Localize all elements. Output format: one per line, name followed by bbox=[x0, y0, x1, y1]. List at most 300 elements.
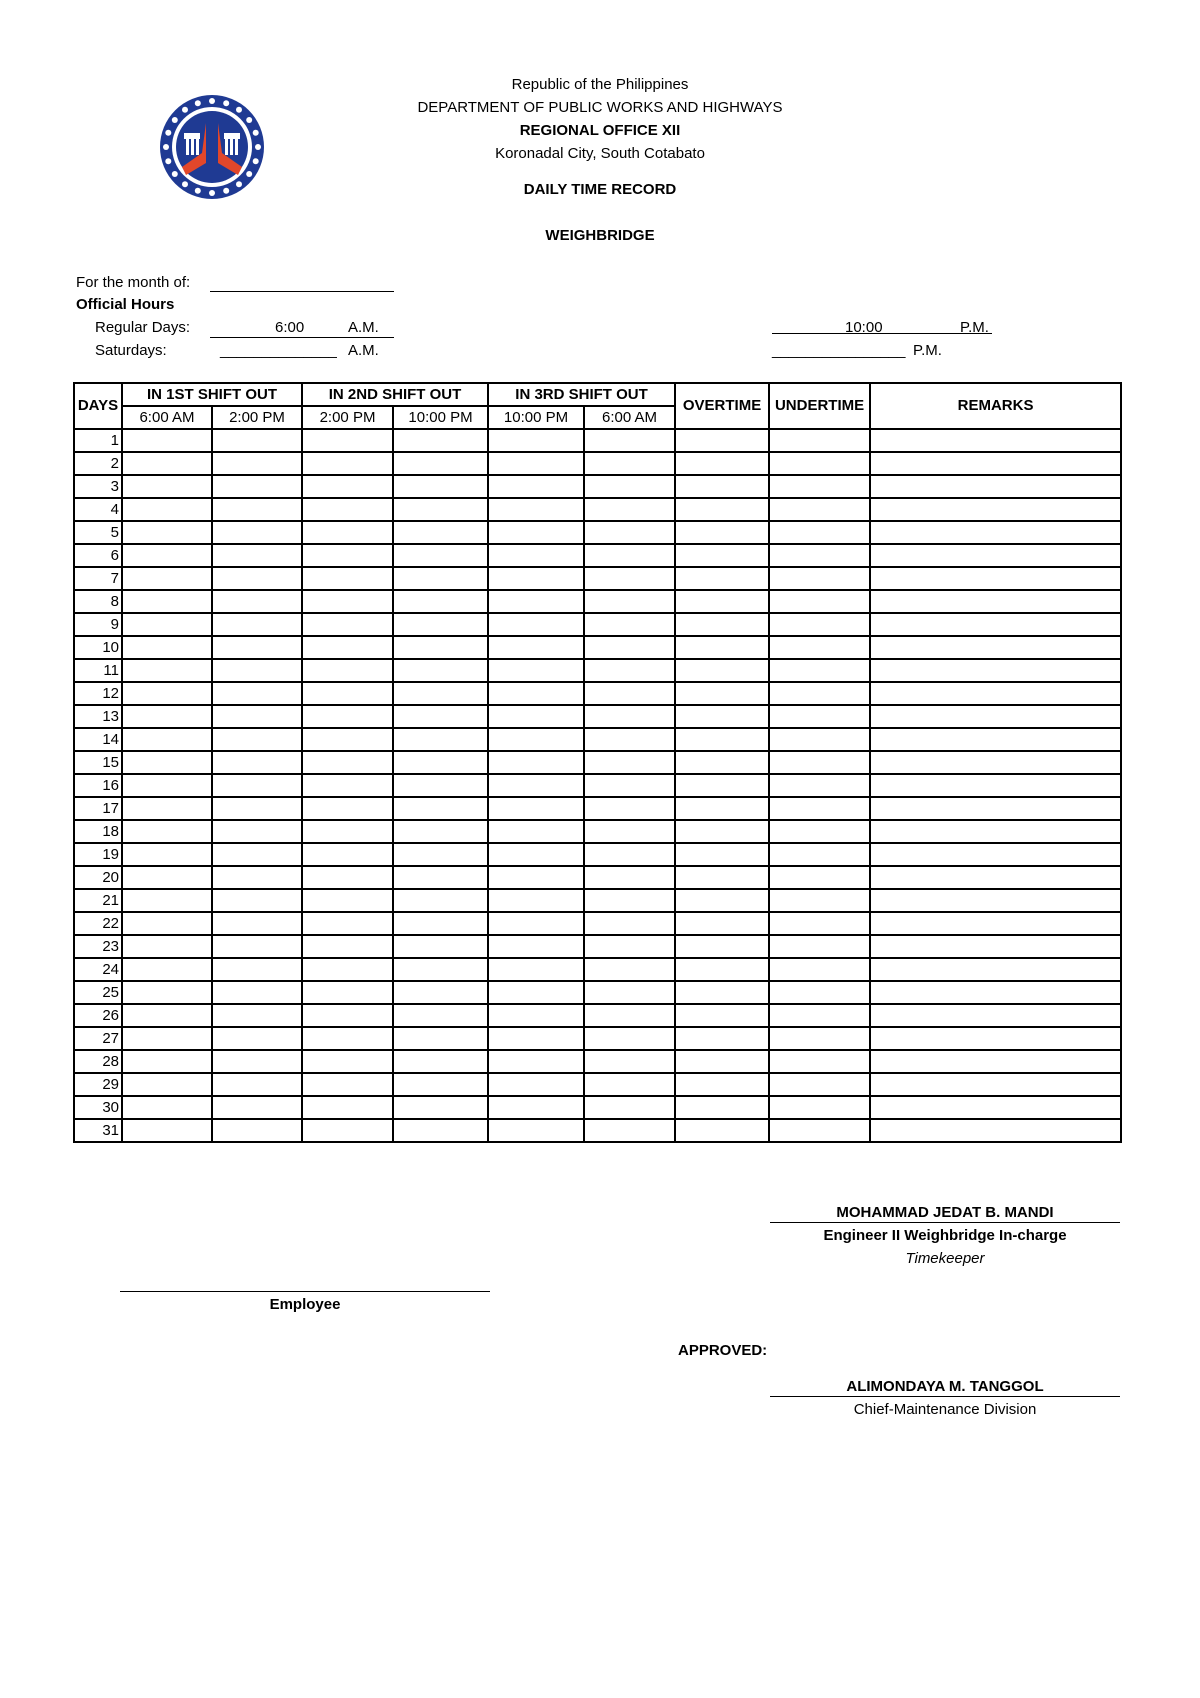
entry-cell[interactable] bbox=[870, 820, 1121, 843]
entry-cell[interactable] bbox=[870, 544, 1121, 567]
entry-cell[interactable] bbox=[675, 498, 769, 521]
entry-cell[interactable] bbox=[675, 452, 769, 475]
entry-cell[interactable] bbox=[769, 774, 870, 797]
entry-cell[interactable] bbox=[870, 1050, 1121, 1073]
entry-cell[interactable] bbox=[212, 889, 302, 912]
entry-cell[interactable] bbox=[870, 797, 1121, 820]
official-hours-label: Official Hours bbox=[76, 296, 175, 313]
entry-cell[interactable] bbox=[488, 820, 584, 843]
entry-cell[interactable] bbox=[488, 1096, 584, 1119]
entry-cell[interactable] bbox=[769, 452, 870, 475]
day-number: 24 bbox=[74, 958, 122, 981]
entry-cell[interactable] bbox=[393, 590, 488, 613]
entry-cell[interactable] bbox=[302, 544, 393, 567]
entry-cell[interactable] bbox=[212, 452, 302, 475]
entry-cell[interactable] bbox=[769, 590, 870, 613]
day-number: 31 bbox=[74, 1119, 122, 1142]
entry-cell[interactable] bbox=[393, 935, 488, 958]
entry-cell[interactable] bbox=[122, 682, 212, 705]
entry-cell[interactable] bbox=[122, 843, 212, 866]
entry-cell[interactable] bbox=[769, 981, 870, 1004]
entry-cell[interactable] bbox=[488, 1073, 584, 1096]
table-row bbox=[74, 1119, 1121, 1142]
entry-cell[interactable] bbox=[870, 1096, 1121, 1119]
entry-cell[interactable] bbox=[302, 797, 393, 820]
entry-cell[interactable] bbox=[870, 475, 1121, 498]
entry-cell[interactable] bbox=[393, 659, 488, 682]
entry-cell[interactable] bbox=[769, 1119, 870, 1142]
entry-cell[interactable] bbox=[212, 1073, 302, 1096]
entry-cell[interactable] bbox=[122, 958, 212, 981]
month-field-line[interactable] bbox=[210, 291, 394, 292]
entry-cell[interactable] bbox=[393, 797, 488, 820]
entry-cell[interactable] bbox=[769, 958, 870, 981]
entry-cell[interactable] bbox=[675, 935, 769, 958]
entry-cell[interactable] bbox=[870, 1004, 1121, 1027]
saturday-pm-blank[interactable]: ________________ bbox=[772, 342, 906, 359]
entry-cell[interactable] bbox=[675, 1027, 769, 1050]
entry-cell[interactable] bbox=[393, 636, 488, 659]
entry-cell[interactable] bbox=[212, 1119, 302, 1142]
header-overtime: OVERTIME bbox=[675, 383, 769, 429]
entry-cell[interactable] bbox=[212, 1050, 302, 1073]
entry-cell[interactable] bbox=[584, 613, 675, 636]
entry-cell[interactable] bbox=[393, 751, 488, 774]
entry-cell[interactable] bbox=[302, 521, 393, 544]
entry-cell[interactable] bbox=[122, 751, 212, 774]
entry-cell[interactable] bbox=[212, 935, 302, 958]
entry-cell[interactable] bbox=[488, 1119, 584, 1142]
entry-cell[interactable] bbox=[393, 567, 488, 590]
entry-cell[interactable] bbox=[584, 728, 675, 751]
entry-cell[interactable] bbox=[212, 981, 302, 1004]
entry-cell[interactable] bbox=[675, 1096, 769, 1119]
entry-cell[interactable] bbox=[488, 613, 584, 636]
entry-cell[interactable] bbox=[584, 498, 675, 521]
entry-cell[interactable] bbox=[488, 981, 584, 1004]
entry-cell[interactable] bbox=[870, 429, 1121, 452]
entry-cell[interactable] bbox=[302, 452, 393, 475]
entry-cell[interactable] bbox=[584, 1073, 675, 1096]
entry-cell[interactable] bbox=[769, 797, 870, 820]
entry-cell[interactable] bbox=[302, 958, 393, 981]
entry-cell[interactable] bbox=[393, 1050, 488, 1073]
entry-cell[interactable] bbox=[584, 774, 675, 797]
entry-cell[interactable] bbox=[769, 751, 870, 774]
entry-cell[interactable] bbox=[302, 1050, 393, 1073]
entry-cell[interactable] bbox=[212, 682, 302, 705]
entry-cell[interactable] bbox=[584, 1119, 675, 1142]
entry-cell[interactable] bbox=[122, 797, 212, 820]
entry-cell[interactable] bbox=[870, 498, 1121, 521]
entry-cell[interactable] bbox=[393, 774, 488, 797]
entry-cell[interactable] bbox=[675, 889, 769, 912]
entry-cell[interactable] bbox=[393, 981, 488, 1004]
entry-cell[interactable] bbox=[488, 567, 584, 590]
entry-cell[interactable] bbox=[488, 705, 584, 728]
entry-cell[interactable] bbox=[393, 613, 488, 636]
month-label: For the month of: bbox=[76, 274, 191, 291]
entry-cell[interactable] bbox=[870, 705, 1121, 728]
entry-cell[interactable] bbox=[870, 659, 1121, 682]
entry-cell[interactable] bbox=[675, 567, 769, 590]
saturday-am-blank[interactable]: ______________ bbox=[220, 342, 337, 359]
entry-cell[interactable] bbox=[302, 751, 393, 774]
gear-tooth bbox=[223, 188, 229, 194]
entry-cell[interactable] bbox=[870, 958, 1121, 981]
entry-cell[interactable] bbox=[870, 1073, 1121, 1096]
entry-cell[interactable] bbox=[302, 728, 393, 751]
entry-cell[interactable] bbox=[675, 820, 769, 843]
entry-cell[interactable] bbox=[870, 1119, 1121, 1142]
entry-cell[interactable] bbox=[122, 429, 212, 452]
entry-cell[interactable] bbox=[488, 544, 584, 567]
entry-cell[interactable] bbox=[769, 912, 870, 935]
entry-cell[interactable] bbox=[769, 705, 870, 728]
table-row bbox=[74, 659, 1121, 682]
entry-cell[interactable] bbox=[488, 429, 584, 452]
entry-cell[interactable] bbox=[488, 659, 584, 682]
entry-cell[interactable] bbox=[488, 498, 584, 521]
entry-cell[interactable] bbox=[122, 935, 212, 958]
entry-cell[interactable] bbox=[122, 498, 212, 521]
entry-cell[interactable] bbox=[393, 843, 488, 866]
entry-cell[interactable] bbox=[584, 981, 675, 1004]
entry-cell[interactable] bbox=[302, 843, 393, 866]
entry-cell[interactable] bbox=[212, 429, 302, 452]
entry-cell[interactable] bbox=[584, 1096, 675, 1119]
entry-cell[interactable] bbox=[870, 866, 1121, 889]
entry-cell[interactable] bbox=[769, 682, 870, 705]
entry-cell[interactable] bbox=[870, 981, 1121, 1004]
entry-cell[interactable] bbox=[769, 1027, 870, 1050]
entry-cell[interactable] bbox=[302, 866, 393, 889]
entry-cell[interactable] bbox=[212, 544, 302, 567]
entry-cell[interactable] bbox=[769, 429, 870, 452]
entry-cell[interactable] bbox=[122, 1073, 212, 1096]
entry-cell[interactable] bbox=[122, 590, 212, 613]
entry-cell[interactable] bbox=[488, 958, 584, 981]
entry-cell[interactable] bbox=[488, 636, 584, 659]
entry-cell[interactable] bbox=[122, 1027, 212, 1050]
entry-cell[interactable] bbox=[212, 774, 302, 797]
entry-cell[interactable] bbox=[122, 981, 212, 1004]
entry-cell[interactable] bbox=[122, 1050, 212, 1073]
entry-cell[interactable] bbox=[488, 866, 584, 889]
entry-cell[interactable] bbox=[675, 636, 769, 659]
entry-cell[interactable] bbox=[212, 475, 302, 498]
entry-cell[interactable] bbox=[393, 521, 488, 544]
entry-cell[interactable] bbox=[769, 1050, 870, 1073]
entry-cell[interactable] bbox=[488, 475, 584, 498]
entry-cell[interactable] bbox=[393, 820, 488, 843]
entry-cell[interactable] bbox=[675, 866, 769, 889]
entry-cell[interactable] bbox=[122, 728, 212, 751]
entry-cell[interactable] bbox=[488, 1027, 584, 1050]
entry-cell[interactable] bbox=[122, 1004, 212, 1027]
entry-cell[interactable] bbox=[212, 958, 302, 981]
entry-cell[interactable] bbox=[302, 1004, 393, 1027]
entry-cell[interactable] bbox=[870, 567, 1121, 590]
entry-cell[interactable] bbox=[393, 1004, 488, 1027]
timekeeper-signature-line[interactable] bbox=[770, 1222, 1120, 1223]
entry-cell[interactable] bbox=[769, 521, 870, 544]
entry-cell[interactable] bbox=[488, 797, 584, 820]
entry-cell[interactable] bbox=[769, 843, 870, 866]
gear-tooth bbox=[209, 190, 215, 196]
entry-cell[interactable] bbox=[769, 544, 870, 567]
entry-cell[interactable] bbox=[584, 1050, 675, 1073]
entry-cell[interactable] bbox=[870, 935, 1121, 958]
entry-cell[interactable] bbox=[393, 498, 488, 521]
entry-cell[interactable] bbox=[584, 475, 675, 498]
regular-am-line[interactable] bbox=[210, 337, 394, 338]
entry-cell[interactable] bbox=[675, 659, 769, 682]
entry-cell[interactable] bbox=[122, 912, 212, 935]
entry-cell[interactable] bbox=[584, 659, 675, 682]
entry-cell[interactable] bbox=[393, 682, 488, 705]
entry-cell[interactable] bbox=[488, 843, 584, 866]
entry-cell[interactable] bbox=[870, 912, 1121, 935]
entry-cell[interactable] bbox=[584, 820, 675, 843]
entry-cell[interactable] bbox=[675, 981, 769, 1004]
entry-cell[interactable] bbox=[212, 567, 302, 590]
entry-cell[interactable] bbox=[584, 567, 675, 590]
entry-cell[interactable] bbox=[212, 705, 302, 728]
entry-cell[interactable] bbox=[302, 429, 393, 452]
entry-cell[interactable] bbox=[769, 498, 870, 521]
entry-cell[interactable] bbox=[488, 728, 584, 751]
entry-cell[interactable] bbox=[212, 613, 302, 636]
entry-cell[interactable] bbox=[675, 613, 769, 636]
entry-cell[interactable] bbox=[769, 820, 870, 843]
entry-cell[interactable] bbox=[675, 1073, 769, 1096]
entry-cell[interactable] bbox=[584, 843, 675, 866]
entry-cell[interactable] bbox=[212, 590, 302, 613]
entry-cell[interactable] bbox=[302, 636, 393, 659]
entry-cell[interactable] bbox=[584, 705, 675, 728]
table-row bbox=[74, 774, 1121, 797]
entry-cell[interactable] bbox=[769, 866, 870, 889]
entry-cell[interactable] bbox=[870, 843, 1121, 866]
entry-cell[interactable] bbox=[122, 1119, 212, 1142]
entry-cell[interactable] bbox=[122, 889, 212, 912]
entry-cell[interactable] bbox=[584, 590, 675, 613]
entry-cell[interactable] bbox=[584, 958, 675, 981]
entry-cell[interactable] bbox=[675, 843, 769, 866]
entry-cell[interactable] bbox=[870, 613, 1121, 636]
entry-cell[interactable] bbox=[302, 1073, 393, 1096]
entry-cell[interactable] bbox=[212, 751, 302, 774]
entry-cell[interactable] bbox=[302, 659, 393, 682]
entry-cell[interactable] bbox=[675, 475, 769, 498]
entry-cell[interactable] bbox=[584, 521, 675, 544]
entry-cell[interactable] bbox=[393, 1073, 488, 1096]
entry-cell[interactable] bbox=[584, 1004, 675, 1027]
entry-cell[interactable] bbox=[488, 889, 584, 912]
entry-cell[interactable] bbox=[675, 774, 769, 797]
entry-cell[interactable] bbox=[769, 567, 870, 590]
entry-cell[interactable] bbox=[302, 682, 393, 705]
entry-cell[interactable] bbox=[488, 935, 584, 958]
entry-cell[interactable] bbox=[584, 797, 675, 820]
entry-cell[interactable] bbox=[302, 912, 393, 935]
entry-cell[interactable] bbox=[212, 843, 302, 866]
entry-cell[interactable] bbox=[488, 751, 584, 774]
entry-cell[interactable] bbox=[675, 1050, 769, 1073]
entry-cell[interactable] bbox=[212, 498, 302, 521]
entry-cell[interactable] bbox=[122, 567, 212, 590]
entry-cell[interactable] bbox=[870, 452, 1121, 475]
entry-cell[interactable] bbox=[212, 728, 302, 751]
entry-cell[interactable] bbox=[393, 889, 488, 912]
entry-cell[interactable] bbox=[769, 1073, 870, 1096]
entry-cell[interactable] bbox=[769, 1004, 870, 1027]
entry-cell[interactable] bbox=[488, 521, 584, 544]
entry-cell[interactable] bbox=[584, 751, 675, 774]
entry-cell[interactable] bbox=[212, 1096, 302, 1119]
entry-cell[interactable] bbox=[302, 475, 393, 498]
approver-signature-line[interactable] bbox=[770, 1396, 1120, 1397]
entry-cell[interactable] bbox=[675, 521, 769, 544]
entry-cell[interactable] bbox=[393, 705, 488, 728]
entry-cell[interactable] bbox=[675, 797, 769, 820]
entry-cell[interactable] bbox=[212, 1004, 302, 1027]
entry-cell[interactable] bbox=[302, 590, 393, 613]
entry-cell[interactable] bbox=[675, 1004, 769, 1027]
header-remarks: REMARKS bbox=[870, 383, 1121, 429]
entry-cell[interactable] bbox=[769, 636, 870, 659]
entry-cell[interactable] bbox=[675, 1119, 769, 1142]
entry-cell[interactable] bbox=[212, 866, 302, 889]
entry-cell[interactable] bbox=[212, 820, 302, 843]
entry-cell[interactable] bbox=[488, 682, 584, 705]
entry-cell[interactable] bbox=[122, 475, 212, 498]
entry-cell[interactable] bbox=[212, 636, 302, 659]
entry-cell[interactable] bbox=[302, 1119, 393, 1142]
entry-cell[interactable] bbox=[122, 613, 212, 636]
entry-cell[interactable] bbox=[870, 636, 1121, 659]
entry-cell[interactable] bbox=[870, 728, 1121, 751]
entry-cell[interactable] bbox=[122, 659, 212, 682]
entry-cell[interactable] bbox=[584, 912, 675, 935]
entry-cell[interactable] bbox=[584, 452, 675, 475]
entry-cell[interactable] bbox=[488, 1004, 584, 1027]
entry-cell[interactable] bbox=[393, 866, 488, 889]
entry-cell[interactable] bbox=[769, 889, 870, 912]
entry-cell[interactable] bbox=[870, 889, 1121, 912]
entry-cell[interactable] bbox=[393, 475, 488, 498]
entry-cell[interactable] bbox=[302, 1096, 393, 1119]
entry-cell[interactable] bbox=[122, 452, 212, 475]
entry-cell[interactable] bbox=[393, 912, 488, 935]
entry-cell[interactable] bbox=[122, 705, 212, 728]
entry-cell[interactable] bbox=[302, 820, 393, 843]
entry-cell[interactable] bbox=[488, 590, 584, 613]
entry-cell[interactable] bbox=[122, 820, 212, 843]
entry-cell[interactable] bbox=[212, 797, 302, 820]
entry-cell[interactable] bbox=[302, 613, 393, 636]
entry-cell[interactable] bbox=[488, 1050, 584, 1073]
entry-cell[interactable] bbox=[675, 912, 769, 935]
entry-cell[interactable] bbox=[584, 889, 675, 912]
entry-cell[interactable] bbox=[302, 1027, 393, 1050]
entry-cell[interactable] bbox=[302, 498, 393, 521]
entry-cell[interactable] bbox=[122, 544, 212, 567]
entry-cell[interactable] bbox=[393, 728, 488, 751]
entry-cell[interactable] bbox=[769, 475, 870, 498]
entry-cell[interactable] bbox=[870, 521, 1121, 544]
entry-cell[interactable] bbox=[393, 1096, 488, 1119]
entry-cell[interactable] bbox=[769, 613, 870, 636]
entry-cell[interactable] bbox=[584, 866, 675, 889]
entry-cell[interactable] bbox=[212, 659, 302, 682]
entry-cell[interactable] bbox=[122, 866, 212, 889]
entry-cell[interactable] bbox=[212, 912, 302, 935]
gear-tooth bbox=[172, 171, 178, 177]
entry-cell[interactable] bbox=[302, 705, 393, 728]
entry-cell[interactable] bbox=[488, 774, 584, 797]
entry-cell[interactable] bbox=[769, 1096, 870, 1119]
entry-cell[interactable] bbox=[393, 544, 488, 567]
entry-cell[interactable] bbox=[393, 452, 488, 475]
entry-cell[interactable] bbox=[769, 935, 870, 958]
entry-cell[interactable] bbox=[870, 751, 1121, 774]
entry-cell[interactable] bbox=[870, 774, 1121, 797]
entry-cell[interactable] bbox=[488, 452, 584, 475]
entry-cell[interactable] bbox=[870, 1027, 1121, 1050]
entry-cell[interactable] bbox=[488, 912, 584, 935]
entry-cell[interactable] bbox=[122, 521, 212, 544]
entry-cell[interactable] bbox=[769, 659, 870, 682]
entry-cell[interactable] bbox=[675, 958, 769, 981]
entry-cell[interactable] bbox=[584, 429, 675, 452]
entry-cell[interactable] bbox=[870, 590, 1121, 613]
entry-cell[interactable] bbox=[675, 682, 769, 705]
entry-cell[interactable] bbox=[302, 774, 393, 797]
entry-cell[interactable] bbox=[675, 590, 769, 613]
entry-cell[interactable] bbox=[584, 935, 675, 958]
entry-cell[interactable] bbox=[122, 774, 212, 797]
entry-cell[interactable] bbox=[675, 728, 769, 751]
entry-cell[interactable] bbox=[393, 429, 488, 452]
entry-cell[interactable] bbox=[675, 544, 769, 567]
regular-pm-line[interactable] bbox=[772, 333, 992, 334]
entry-cell[interactable] bbox=[302, 567, 393, 590]
entry-cell[interactable] bbox=[584, 682, 675, 705]
day-number: 4 bbox=[74, 498, 122, 521]
entry-cell[interactable] bbox=[584, 544, 675, 567]
entry-cell[interactable] bbox=[122, 1096, 212, 1119]
entry-cell[interactable] bbox=[212, 521, 302, 544]
entry-cell[interactable] bbox=[870, 682, 1121, 705]
entry-cell[interactable] bbox=[393, 1027, 488, 1050]
entry-cell[interactable] bbox=[393, 958, 488, 981]
entry-cell[interactable] bbox=[212, 1027, 302, 1050]
entry-cell[interactable] bbox=[584, 1027, 675, 1050]
entry-cell[interactable] bbox=[769, 728, 870, 751]
entry-cell[interactable] bbox=[302, 935, 393, 958]
entry-cell[interactable] bbox=[584, 636, 675, 659]
entry-cell[interactable] bbox=[675, 705, 769, 728]
entry-cell[interactable] bbox=[122, 636, 212, 659]
entry-cell[interactable] bbox=[393, 1119, 488, 1142]
entry-cell[interactable] bbox=[675, 751, 769, 774]
entry-cell[interactable] bbox=[302, 889, 393, 912]
employee-signature-line[interactable] bbox=[120, 1291, 490, 1292]
entry-cell[interactable] bbox=[302, 981, 393, 1004]
entry-cell[interactable] bbox=[675, 429, 769, 452]
